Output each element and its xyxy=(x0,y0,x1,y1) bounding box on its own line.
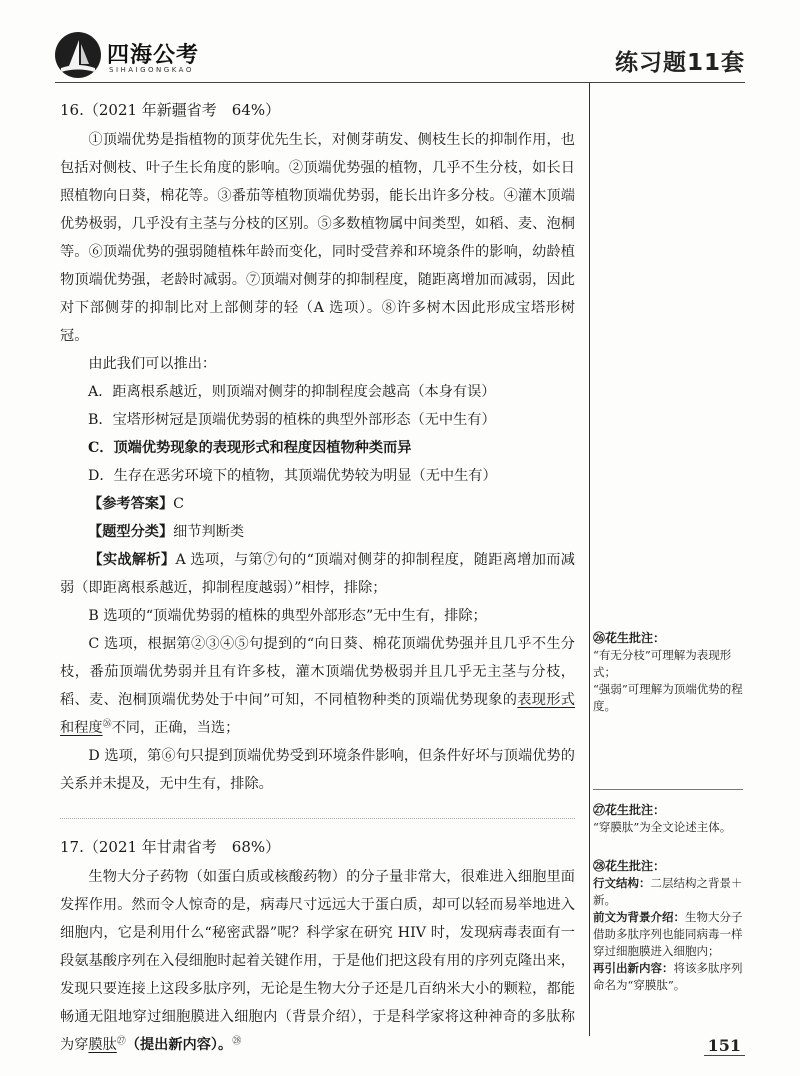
question-16-heading: 16.（2021 年新疆省考 64%） xyxy=(60,101,281,119)
analysis-a: 【实战解析】A 选项，与第⑦句的“顶端对侧芽的抑制程度，随距离增加而减弱（即距离根系越近，抑制程度越弱）”相悖，排除； xyxy=(60,552,575,596)
question-17-passage: 生物大分子药物（如蛋白质或核酸药物）的分子量非常大，很难进入细胞里面发挥作用。然而令人惊奇的是，病毒尺寸远远大于蛋白质，却可以轻而易举地进入细胞内，它是利用什么“秘密武器”呢？科学家在研究 HIV 时，发现病毒表面有一段氨基酸序列在入侵细胞时起着关键作用，于是他们把这段有用的序列克隆出来，发现只要连接上这段多肽序列，无论是生物大分子还是几百纳米大小的颗粒，都能畅通无阻地穿过细胞膜进入细胞内（背景介绍），于是科学家将这种神奇的多肽称为穿膜肽$^㉗$（提出新内容）。$^㉘$ xyxy=(60,869,575,1053)
note-marker-27: ㉗ xyxy=(116,1036,126,1047)
header-divider xyxy=(55,82,745,83)
option-b: B．宝塔形树冠是顶端优势弱的植株的典型外部形态（无中生有） xyxy=(88,412,496,428)
type-value: 细节判断类 xyxy=(173,524,245,540)
answer-value: C xyxy=(173,496,184,512)
logo xyxy=(55,32,225,82)
side-note-28 xyxy=(593,858,743,994)
side-note-line: “强弱”可理解为顶端优势的程度。 xyxy=(593,682,743,713)
page-number: 151 xyxy=(704,1036,745,1056)
side-note-line: “有无分枝”可理解为表现形式； xyxy=(593,648,732,679)
side-note-title: ㉘花生批注： xyxy=(593,859,666,873)
analysis-b: B 选项的“顶端优势弱的植株的典型外部形态”无中生有，排除； xyxy=(88,608,487,624)
side-note-line: 再引出新内容：将该多肽序列命名为“穿膜肽”。 xyxy=(593,961,743,992)
side-note-26 xyxy=(593,630,743,790)
analysis-label: 【实战解析】 xyxy=(88,552,176,568)
sailboat-logo-icon xyxy=(55,32,101,78)
side-note-title: ㉗花生批注： xyxy=(593,803,666,817)
answer-label: 【参考答案】 xyxy=(88,496,174,512)
logo-text: 四海公考 xyxy=(107,43,200,68)
logo-subtext: SIHAIGONGKAO xyxy=(109,66,194,74)
question-17-heading: 17.（2021 年甘肃省考 68%） xyxy=(60,838,281,856)
option-c: C．顶端优势现象的表现形式和程度因植物种类而异 xyxy=(88,440,412,456)
note-marker-28: ㉘ xyxy=(232,1036,242,1047)
side-note-line: 前文为背景介绍：生物大分子借助多肽序列也能同病毒一样穿过细胞膜进入细胞内； xyxy=(593,910,743,958)
option-d: D．生存在恶劣环境下的植物，其顶端优势较为明显（无中生有） xyxy=(88,468,497,484)
analysis-d: D 选项，第⑥句只提到顶端优势受到环境条件影响，但条件好坏与顶端优势的关系并未提及，无中生有，排除。 xyxy=(60,748,575,792)
question-16-passage: ①顶端优势是指植物的顶芽优先生长，对侧芽萌发、侧枝生长的抑制作用，也包括对侧枝、叶子生长角度的影响。②顶端优势强的植物，几乎不生分枝，如长日照植物向日葵，棉花等。③番茄等植物顶端优势弱，能长出许多分枝。④灌木顶端优势极弱，几乎没有主茎与分枝的区别。⑤多数植物属中间类型，如稻、麦、泡桐等。⑥顶端优势的强弱随植株年龄而变化，同时受营养和环境条件的影响，幼龄植物顶端优势强，老龄时减弱。⑦顶端对侧芽的抑制程度，随距离增加而减弱，因此对下部侧芽的抑制比对上部侧芽的轻（A 选项）。⑧许多树木因此形成宝塔形树冠。 xyxy=(60,132,575,344)
main-content xyxy=(60,96,575,1059)
type-line xyxy=(60,518,575,546)
answer-line xyxy=(60,490,575,518)
side-note-27 xyxy=(593,802,743,836)
option-a: A．距离根系越近，则顶端对侧芽的抑制程度会越高（本身有误） xyxy=(88,384,496,400)
side-note-divider xyxy=(593,789,743,790)
annotated-term: 膜肽 xyxy=(88,1037,117,1053)
analysis-c: C 选项，根据第②③④⑤句提到的“向日葵、棉花顶端优势强并且几乎不生分枝，番茄顶端优势弱并且有许多枝，灌木顶端优势极弱并且几乎无主茎与分枝，稻、麦、泡桐顶端优势处于中间”可知，不同植物种类的顶端优势现象的表现形式和程度$^㉖$不同，正确，当选； xyxy=(60,636,575,736)
page-header xyxy=(0,0,800,95)
question-16-lead: 由此我们可以推出： xyxy=(88,356,217,372)
annotated-phrase: 表现形式和程度 xyxy=(60,692,575,736)
set-title: 练习题11套 xyxy=(614,50,745,76)
side-note-line: 行文结构：二层结构之背景＋新。 xyxy=(593,876,743,907)
side-note-title: ㉖花生批注： xyxy=(593,631,666,645)
question-separator xyxy=(60,798,575,819)
note-marker-26: ㉖ xyxy=(102,719,112,730)
side-note-line: “穿膜肽”为全文论述主体。 xyxy=(593,820,732,834)
type-label: 【题型分类】 xyxy=(88,524,174,540)
margin-divider xyxy=(589,82,590,1036)
